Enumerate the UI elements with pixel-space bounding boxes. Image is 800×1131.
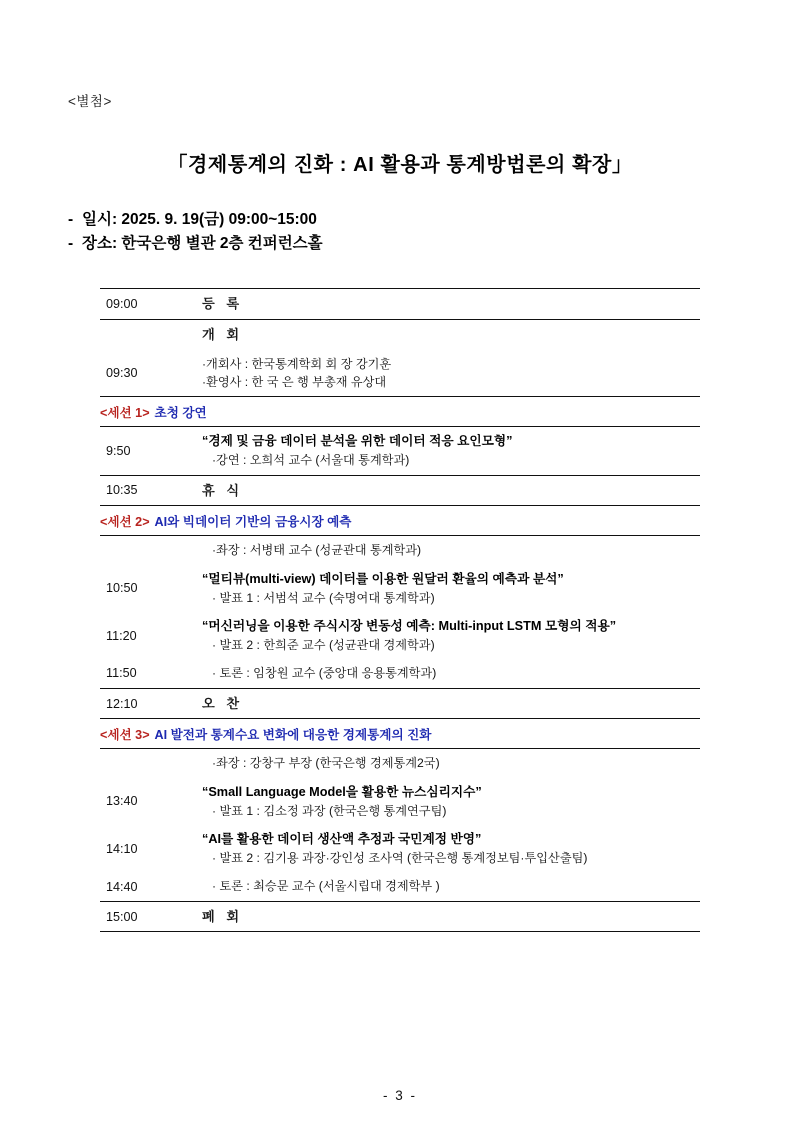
talk-speaker: ·강연 : 오희석 교수 (서울대 통계학과) [212,453,410,468]
agenda-heading: 오 찬 [202,695,244,711]
agenda-time: 09:00 [100,289,198,320]
table-row [100,289,700,320]
table-row [100,749,700,778]
talk-speaker: · 발표 2 : 한희준 교수 (성균관대 경제학과) [212,638,435,653]
agenda-time: 10:35 [100,475,198,506]
agenda-time: 12:10 [100,688,198,719]
dash-marker: - [68,211,74,228]
session-tag: <세션 2> [100,515,150,530]
attachment-label: <별첨> [68,94,112,109]
agenda-heading: 등 록 [202,296,244,311]
page-number: - 3 - [382,1088,417,1103]
session-header [100,397,700,427]
event-place: 장소: 한국은행 별관 2층 컨퍼런스홀 [82,235,323,253]
agenda-content [198,778,700,825]
talk-title: “머신러닝을 이용한 주식시장 변동성 예측: Multi-input LSTM 모형의 적용” [202,618,617,633]
agenda-time [100,749,198,778]
agenda-content [198,749,700,778]
discussant: · 토론 : 최승문 교수 (서울시립대 경제학부 ) [212,879,440,894]
session-row [100,719,700,749]
talk-speaker: · 발표 1 : 김소정 과장 (한국은행 통계연구팀) [212,803,447,818]
dash-marker: - [68,235,74,253]
event-place-row [68,232,323,256]
session-name: AI 발전과 통계수요 변화에 대응한 경제통계의 진화 [154,728,432,743]
session-header [100,506,700,536]
talk-title: “Small Language Model을 활용한 뉴스심리지수” [202,784,482,799]
agenda-content [198,825,700,872]
discussant: · 토론 : 임창원 교수 (중앙대 응용통계학과) [212,666,437,681]
agenda-content [198,901,700,932]
session-header [100,719,700,749]
table-row [100,319,700,349]
agenda-time: 09:30 [106,365,138,380]
session-row [100,397,700,427]
agenda-time [100,319,198,349]
session-name: 초청 강연 [154,406,207,421]
talk-speaker: · 발표 2 : 김기용 과장·강인성 조사역 (한국은행 통계정보팀·투입산출팀) [212,851,588,866]
table-row [100,427,700,475]
agenda-time: 13:40 [106,794,138,809]
agenda-content [198,872,700,901]
agenda-line: ·환영사 : 한 국 은 행 부총재 유상대 [202,374,387,389]
table-row [100,612,700,659]
table-row [100,901,700,932]
agenda-content [198,350,700,397]
agenda-content [198,612,700,659]
agenda-time: 10:50 [106,581,138,596]
session-chair: ·좌장 : 서병태 교수 (성균관대 통계학과) [212,543,422,558]
talk-speaker: · 발표 1 : 서범석 교수 (숙명여대 통계학과) [212,590,435,605]
agenda-content [198,688,700,719]
table-row [100,688,700,719]
agenda-content [198,427,700,475]
agenda-time: 9:50 [100,427,198,475]
table-row [100,872,700,901]
session-tag: <세션 3> [100,728,150,743]
agenda-content [198,319,700,349]
agenda-content [198,659,700,688]
page-title: 「경제통계의 진화 : AI 활용과 통계방법론의 확장」 [167,154,633,176]
table-row [100,825,700,872]
agenda-time: 14:40 [106,879,138,894]
table-row [100,778,700,825]
session-name: AI와 빅데이터 기반의 금융시장 예측 [154,515,352,530]
agenda-time: 15:00 [100,901,198,932]
session-row [100,506,700,536]
table-row [100,350,700,397]
table-row [100,659,700,688]
talk-title: “멀티뷰(multi-view) 데이터를 이용한 원달러 환율의 예측과 분석” [202,571,564,586]
agenda-content [198,475,700,506]
session-tag: <세션 1> [100,406,150,421]
agenda-table [100,288,700,932]
agenda-time: 14:10 [106,841,138,856]
event-meta [68,208,323,256]
agenda-heading: 개 회 [202,326,244,342]
session-chair: ·좌장 : 강창구 부장 (한국은행 경제통계2국) [212,756,440,771]
table-row [100,536,700,565]
agenda-time: 11:50 [106,666,137,681]
talk-title: “경제 및 금융 데이터 분석을 위한 데이터 적응 요인모형” [202,434,513,449]
agenda-content [198,536,700,565]
event-date: 일시: 2025. 9. 19(금) 09:00~15:00 [82,211,317,228]
agenda-heading: 폐 회 [202,908,244,924]
agenda-line: ·개회사 : 한국통계학회 회 장 강기훈 [202,356,392,371]
table-row [100,475,700,506]
agenda-content [198,565,700,612]
event-date-row [68,208,323,232]
agenda-time: 11:20 [106,628,137,643]
agenda-time [100,536,198,565]
agenda-content [198,289,700,320]
talk-title: “AI를 활용한 데이터 생산액 추정과 국민계정 반영” [202,832,482,847]
table-row [100,565,700,612]
agenda-heading: 휴 식 [202,482,244,498]
